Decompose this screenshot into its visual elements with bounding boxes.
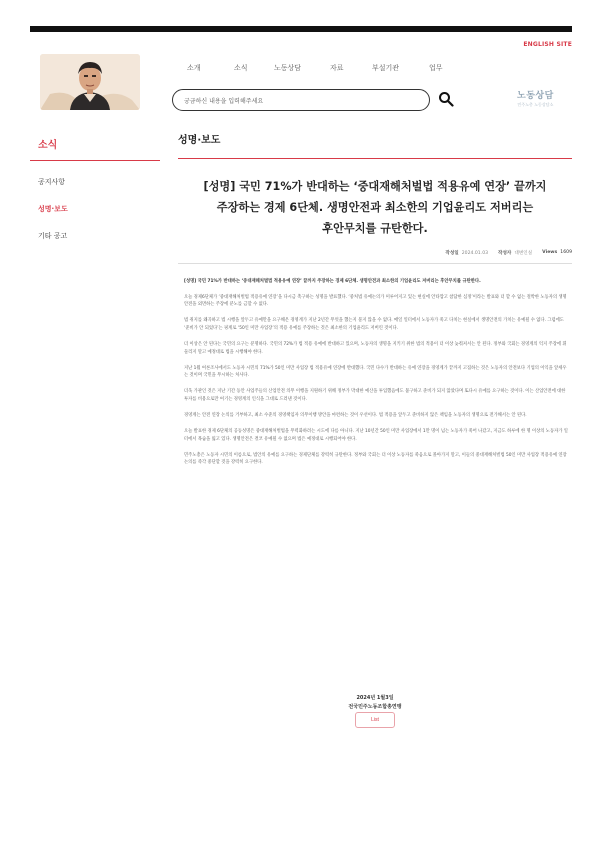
body-paragraph: 법 취지를 왜곡하고 법 시행을 앞두고 유예만을 요구해온 경영계가 지난 2년간 무엇을 했는지 묻지 않을 수 없다. 매일 일터에서 노동자가 죽고 다치는 현실에서 생명안전의 가치는 유예될 수 없다. 그럼에도 ‘준비가 안 되었다’는 핑계로 ‘50인 미만 사업장’의 적용 유예를 주장하는 것은 최소한의 기업윤리도 저버린 것이다.: [184, 318, 564, 331]
sidebar-item-statements[interactable]: 성명·보도: [38, 205, 68, 213]
main-nav: [187, 63, 443, 73]
meta-date: 작성일 2024.01.03: [445, 251, 489, 256]
nav-counsel[interactable]: 노동상담: [274, 64, 302, 72]
meta-divider: [178, 263, 572, 264]
counsel-brand[interactable]: [517, 88, 554, 108]
body-paragraph: 경영계는 안전 연장 논의를 거부하고, 최소 수준의 경영책임자 의무이행 방안을 마련하는 것이 우선이다. 법 적용을 앞두고 준비하지 않은 책임을 노동자의 생명으로 전가해서는 안 된다.: [184, 413, 527, 419]
sidebar-title: 소식: [38, 140, 58, 151]
search-input[interactable]: 궁금하신 내용을 입력해주세요: [172, 89, 430, 111]
signature-org: 전국민주노동조합총연맹: [348, 704, 402, 710]
body-paragraph: 지난 1월 여론조사에서도 노동자 시민의 71%가 50인 미만 사업장 법 적용유예 연장에 반대했다. 국민 다수가 반대하는 유예 연장을 경영계가 끝까지 고집하는 것은 노동자의 안전보다 기업의 이익을 앞세우는 것이며 국민을 무시하는 처사다.: [184, 365, 567, 379]
meta-author: 작성자 대변인실: [498, 251, 533, 256]
top-black-bar: [30, 26, 572, 32]
sidebar-divider: [30, 160, 160, 161]
article-body: [184, 278, 568, 476]
headline-line: [성명] 국민 71%가 반대하는 ‘중대재해처벌법 적용유예 연장’ 끝까지: [203, 180, 547, 193]
headline-line: 후안무치를 규탄한다.: [322, 222, 428, 235]
article-headline: [178, 176, 572, 239]
nav-about[interactable]: 소개: [187, 64, 201, 72]
body-paragraph: 더욱 가관인 것은 지난 기간 동안 사업주들의 산업안전 의무 이행을 지원하기 위해 정부가 막대한 예산을 투입했음에도 불구하고 준비가 되지 않았다며 또다시 유예를 요구하는 것이다. 이는 산업안전에 대한 투자를 비용으로만 여기는 경영계의 인식을 그대로 드러낸 것이다.: [184, 389, 566, 402]
list-button[interactable]: List: [355, 712, 395, 728]
article-meta: [445, 250, 572, 256]
meta-views: Views 1609: [542, 250, 572, 255]
site-logo[interactable]: [40, 54, 140, 110]
nav-affiliates[interactable]: 부설기관: [372, 64, 400, 72]
nav-resources[interactable]: 자료: [330, 64, 344, 72]
logo-illustration: [40, 54, 140, 110]
signature: [178, 694, 572, 712]
nav-news[interactable]: 소식: [234, 64, 248, 72]
body-lead: [성명] 국민 71%가 반대하는 ‘중대재해처벌법 적용유예 연장’ 끝까지 주장하는 경제 6단체. 생명안전과 최소한의 기업윤리도 저버리는 후안무치를 규탄한다.: [184, 279, 481, 284]
sidebar-item-notice[interactable]: 공지사항: [38, 178, 66, 186]
signature-date: 2024년 1월3일: [356, 695, 394, 701]
english-site-link[interactable]: ENGLISH SITE: [523, 41, 572, 48]
sidebar-item-other-notices[interactable]: 기타 공고: [38, 232, 68, 240]
body-paragraph: 민주노총은 노동자 시민의 이름으로, 법안의 유예를 요구하는 경제단체를 강력히 규탄한다. 정부와 국회는 더 이상 노동자를 죽음으로 몰아가지 말고, 이들의 중대재해처벌법 50인 미만 사업장 적용유예 연장 논의를 즉각 중단할 것을 강력히 요구한다.: [184, 452, 567, 466]
body-paragraph: 오늘 경제6단체가 ‘중대재해처벌법 적용유예 연장’을 다시금 촉구하는 성명을 발표했다. ‘중처법 유예논의가 미루어지고 있는 현실에 안타깝고 참담한 심정’이라는 발표와 더 할 수 없는 절박한 노동자의 생명안전을 외면하는 주장에 분노를 금할 수 없다.: [184, 294, 567, 308]
headline-line: 주장하는 경제 6단체. 생명안전과 최소한의 기업윤리도 저버리는: [216, 201, 534, 214]
search-icon[interactable]: [438, 91, 454, 107]
nav-work[interactable]: 업무: [429, 64, 443, 72]
body-paragraph: 더 이상은 안 된다는 국민의 요구는 분명하다. 국민의 72%가 법 적용 유예에 반대하고 있으며, 노동자의 생명을 지키기 위한 법의 적용이 더 이상 늦춰져서는 안 된다. 정부와 국회는 경영계의 억지 주장에 휘둘리지 말고 예정대로 법을 시행해야 한다.: [184, 341, 567, 355]
body-paragraph: 오늘 발표한 경제 6단체의 공동성명은 중대재해처벌법을 무력화하려는 시도에 다름 아니다. 지난 10년간 50인 미만 사업장에서 1만 명이 넘는 노동자가 죽어 나갔고, 지금도 하루에 한 명 이상의 노동자가 일터에서 목숨을 잃고 있다. 생명안전은 결코 유예될 수 없으며 법은 예정대로 시행되어야 한다.: [184, 429, 568, 442]
page-title-divider: [178, 158, 572, 159]
brand-subtitle: 민주노총 노동상담소: [517, 102, 554, 107]
brand-title: 노동상담: [517, 91, 554, 101]
page-title: 성명·보도: [178, 135, 221, 146]
